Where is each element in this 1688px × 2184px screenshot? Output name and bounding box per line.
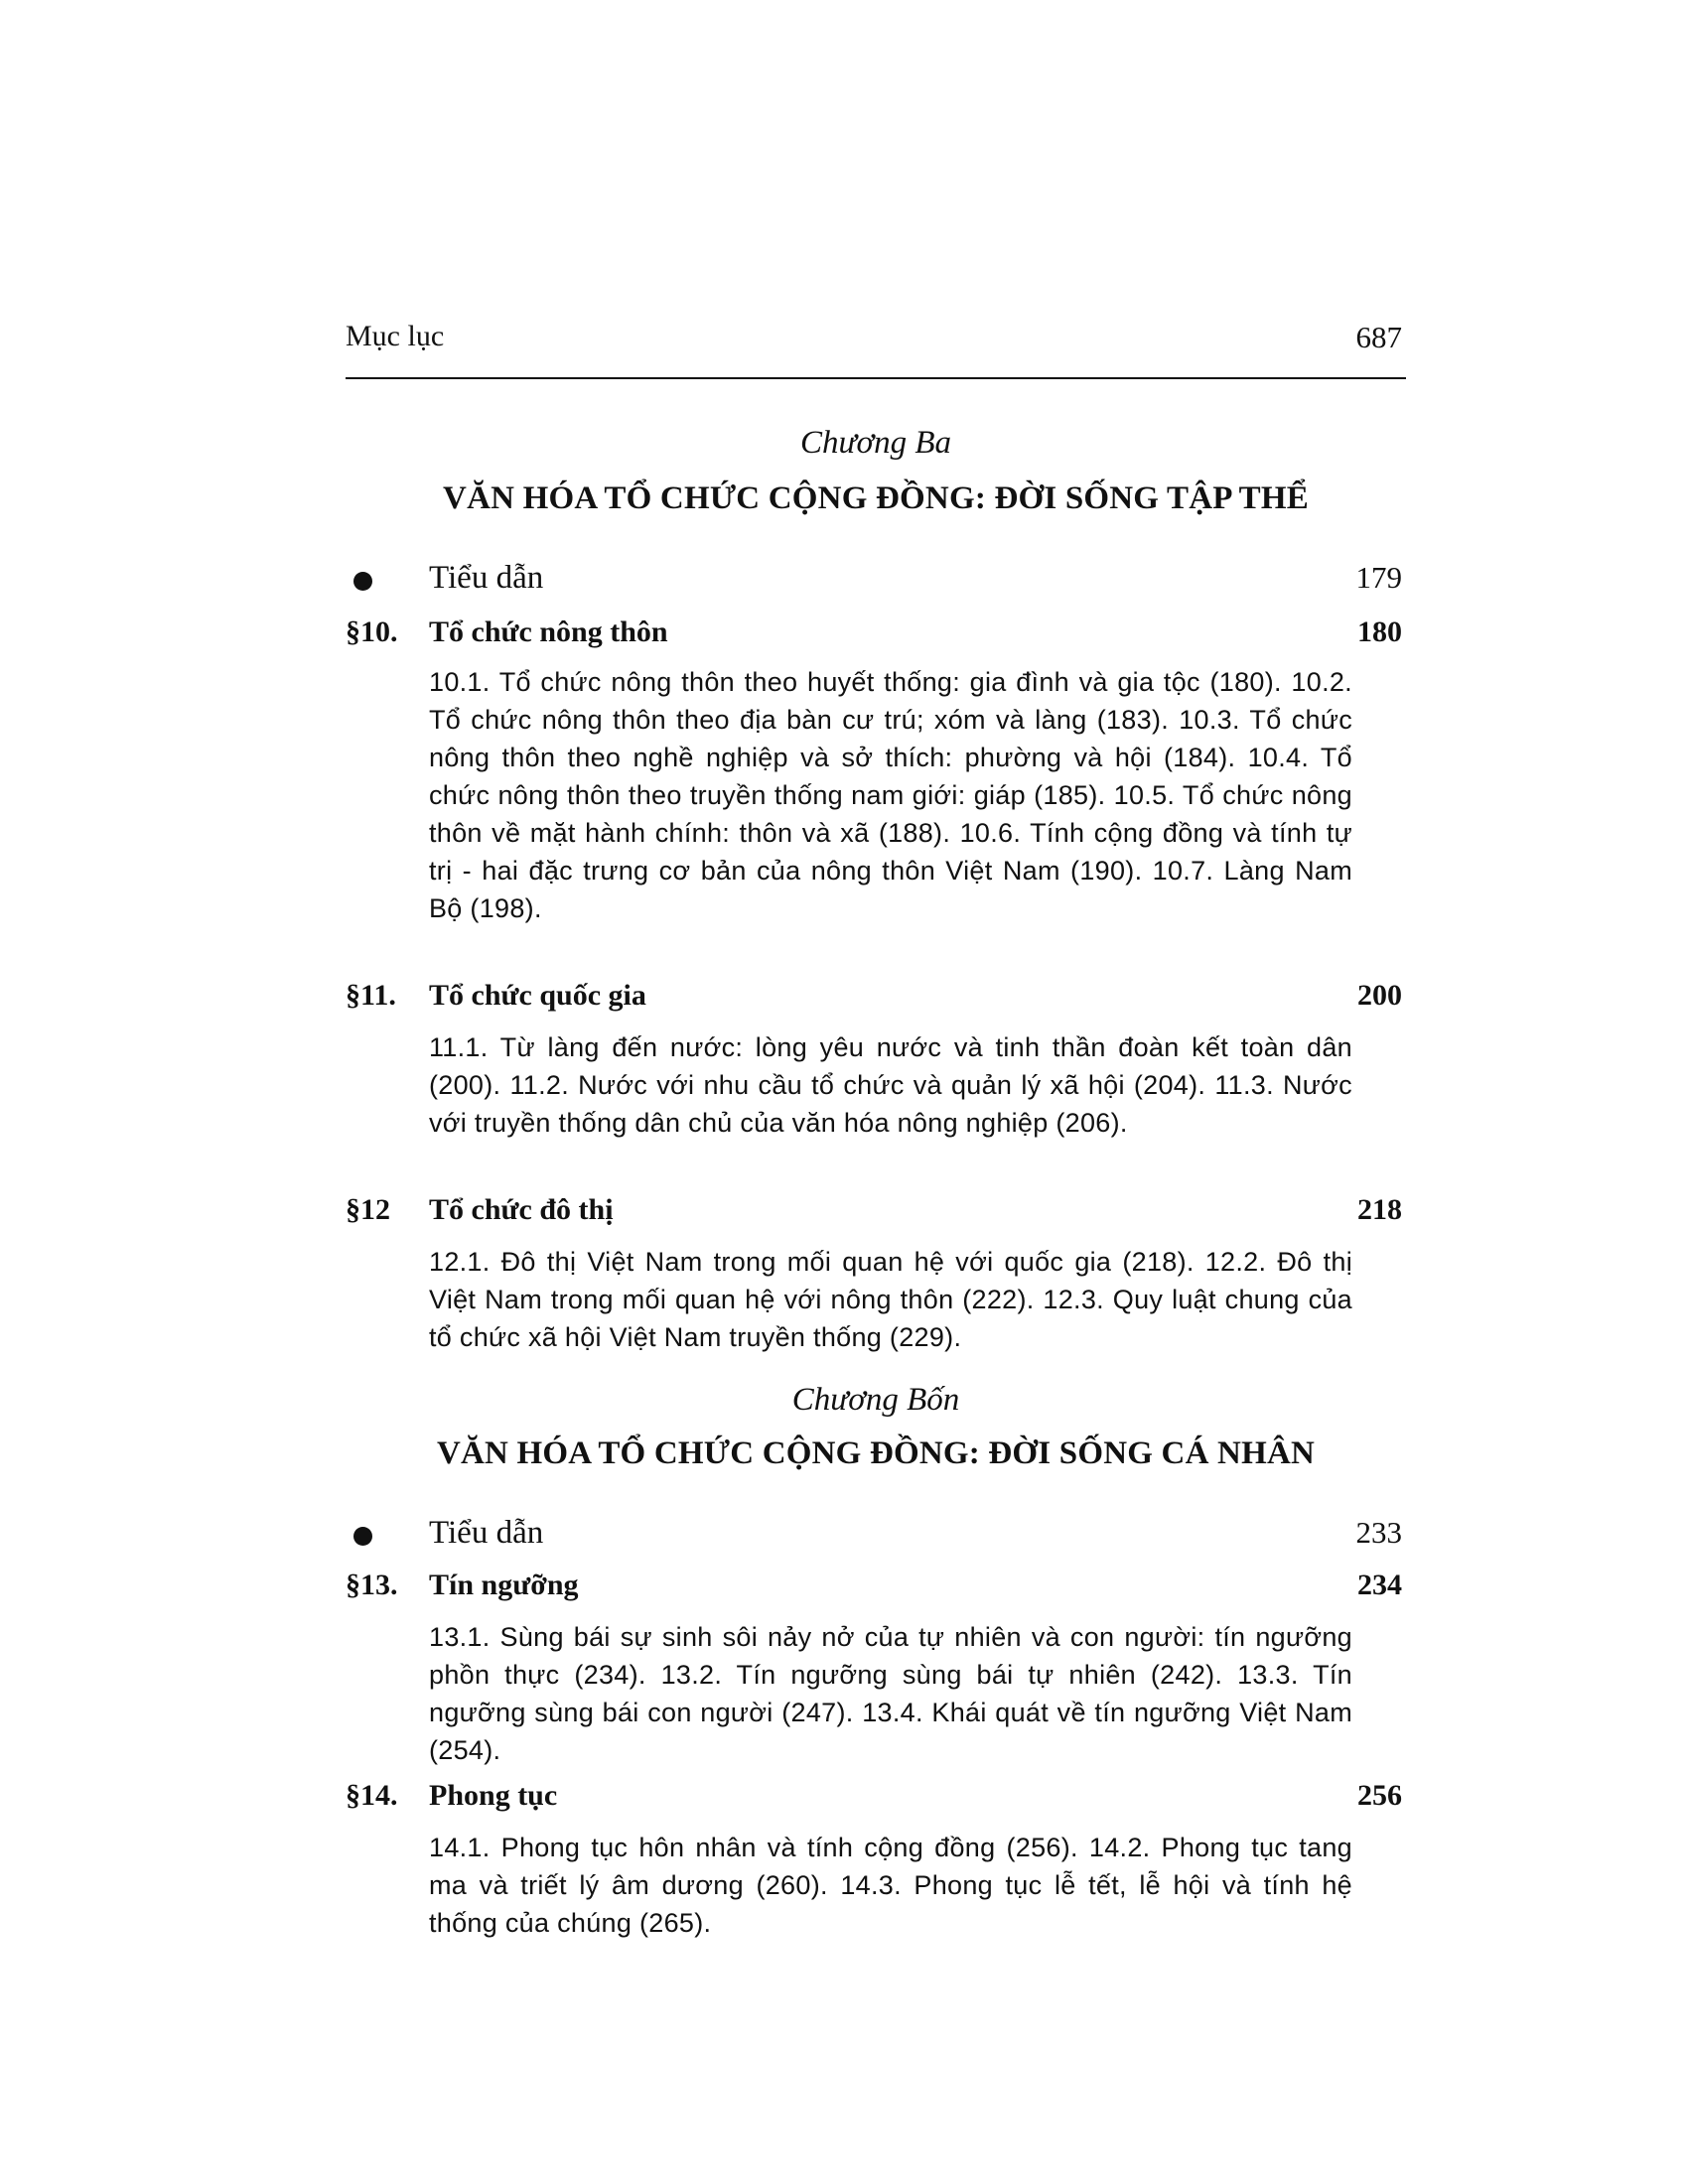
section-description: 10.1. Tổ chức nông thôn theo huyết thống: gia đình và gia tộc (180). 10.2. Tổ chức nông thôn theo địa bàn cư trú; xóm và làng (183). 10.3. Tổ chức nông thôn theo nghề nghiệp và sở thích: phường và hội (184). 10.4. Tổ chức nông thôn theo truyền thống nam giới: giáp (185). 10.5. Tổ chức nông thôn về mặt hành chính: thôn và xã (188). 10.6. Tính cộng đồng và tính tự trị - hai đặc trưng cơ bản của nông thôn Việt Nam (190). 10.7. Làng Nam Bộ (198). bbox=[429, 667, 1352, 923]
entry-title: Tổ chức nông thôn bbox=[429, 615, 668, 648]
toc-entry-section[interactable] bbox=[346, 1779, 1406, 1823]
section-marker: §14. bbox=[346, 1779, 398, 1812]
chapter-title: VĂN HÓA TỔ CHỨC CỘNG ĐỒNG: ĐỜI SỐNG CÁ NHÂN bbox=[436, 1435, 1316, 1471]
chapter-label: Chương Ba bbox=[799, 425, 952, 461]
bullet-icon bbox=[353, 572, 372, 591]
toc-entry-section[interactable] bbox=[346, 979, 1406, 1023]
entry-title: Tiểu dẫn bbox=[429, 1515, 544, 1551]
section-description: 11.1. Từ làng đến nước: lòng yêu nước và tinh thần đoàn kết toàn dân (200). 11.2. Nước với nhu cầu tổ chức và quản lý xã hội (204). 11.3. Nước với truyền thống dân chủ của văn hóa nông nghiệp (206). bbox=[429, 1032, 1352, 1138]
running-title: Mục lục bbox=[346, 320, 445, 352]
entry-page: 218 bbox=[1357, 1193, 1402, 1226]
entry-title: Phong tục bbox=[429, 1779, 558, 1812]
entry-title: Tổ chức quốc gia bbox=[429, 979, 646, 1012]
toc-entry-section[interactable] bbox=[346, 615, 1406, 659]
section-marker: §12 bbox=[346, 1193, 390, 1226]
entry-page: 234 bbox=[1357, 1569, 1402, 1601]
toc-entry-intro[interactable] bbox=[346, 560, 1406, 604]
section-description: 13.1. Sùng bái sự sinh sôi nảy nở của tự nhiên và con người: tín ngưỡng phồn thực (234). 13.2. Tín ngưỡng sùng bái tự nhiên (242). 13.3. Tín ngưỡng sùng bái con người (247). 13.4. Khái quát về tín ngưỡng Việt Nam (254). bbox=[429, 1622, 1352, 1765]
bullet-icon bbox=[353, 1527, 372, 1546]
section-description: 12.1. Đô thị Việt Nam trong mối quan hệ với quốc gia (218). 12.2. Đô thị Việt Nam trong mối quan hệ với nông thôn (222). 12.3. Quy luật chung của tổ chức xã hội Việt Nam truyền thống (229). bbox=[429, 1247, 1352, 1352]
section-marker: §10. bbox=[346, 615, 398, 648]
entry-title: Tín ngưỡng bbox=[429, 1569, 579, 1601]
entry-title: Tổ chức đô thị bbox=[429, 1193, 614, 1226]
section-marker: §11. bbox=[346, 979, 396, 1012]
toc-entry-intro[interactable] bbox=[346, 1515, 1406, 1559]
toc-entry-section[interactable] bbox=[346, 1569, 1406, 1612]
header-rule bbox=[346, 377, 1406, 379]
entry-page: 179 bbox=[1355, 560, 1402, 595]
entry-page: 256 bbox=[1357, 1779, 1402, 1812]
chapter-title: VĂN HÓA TỔ CHỨC CỘNG ĐỒNG: ĐỜI SỐNG TẬP THỂ bbox=[443, 480, 1309, 516]
running-header bbox=[346, 320, 1406, 359]
section-description: 14.1. Phong tục hôn nhân và tính cộng đồng (256). 14.2. Phong tục tang ma và triết lý âm dương (260). 14.3. Phong tục lễ tết, lễ hội và tính hệ thống của chúng (265). bbox=[429, 1833, 1352, 1938]
toc-entry-section[interactable] bbox=[346, 1193, 1406, 1237]
entry-page: 200 bbox=[1357, 979, 1402, 1012]
page-number: 687 bbox=[1355, 320, 1402, 354]
entry-page: 233 bbox=[1355, 1515, 1402, 1550]
entry-page: 180 bbox=[1357, 615, 1402, 648]
section-marker: §13. bbox=[346, 1569, 398, 1601]
chapter-label: Chương Bốn bbox=[791, 1382, 960, 1418]
entry-title: Tiểu dẫn bbox=[429, 560, 544, 596]
